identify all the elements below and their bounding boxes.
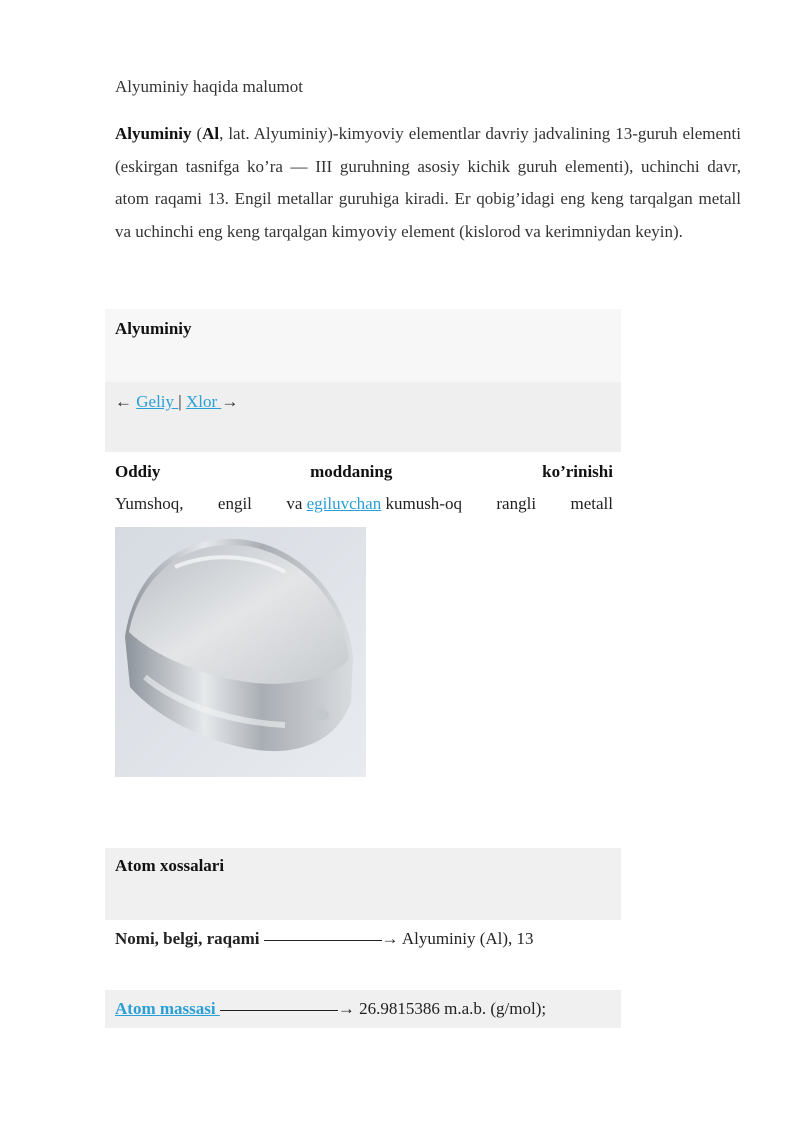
desc-word: metall: [570, 494, 613, 513]
element-nav: [115, 392, 238, 412]
name-row-value: Alyuminiy (Al), 13: [401, 929, 534, 948]
right-arrow-icon: →: [337, 999, 355, 1018]
intro-text: , lat. Alyuminiy)-kimyoviy elementlar davriy jadvalining 13-guruh elementi (eskirgan tasnifga ko’ra — III guruhning asosiy kichik guruh elementi), uchinchi davr, atom raqami 13. Engil metallar guruhiga kiradi. Er qobig’idagi eng keng tarqalgan metall va uchinchi eng keng tarqalgan kimyoviy element (kislorod va kerimniydan keyin).: [115, 124, 741, 241]
desc-word: engil: [217, 494, 252, 513]
next-element-link[interactable]: Xlor: [185, 392, 222, 411]
desc-word: rangli: [496, 494, 537, 513]
desc-word: va: [286, 494, 303, 513]
intro-paren: (: [191, 124, 203, 143]
appearance-description: [115, 494, 613, 514]
appearance-word: Oddiy: [115, 462, 161, 481]
document-heading: Alyuminiy haqida malumot: [115, 77, 303, 96]
infobox-title: Alyuminiy: [115, 319, 192, 338]
desc-word: kumush-oq: [385, 494, 462, 513]
atom-properties-heading: Atom xossalari: [115, 856, 225, 875]
leader-line: [264, 940, 382, 941]
right-arrow-icon: →: [221, 392, 239, 411]
left-arrow-icon: ←: [115, 392, 132, 411]
intro-symbol: Al: [202, 124, 220, 143]
atomic-mass-link[interactable]: Atom massasi: [115, 999, 220, 1018]
name-symbol-number-row: [115, 929, 534, 949]
leader-line: [220, 1010, 338, 1011]
egiluvchan-link[interactable]: egiluvchan: [306, 494, 382, 513]
right-arrow-icon: →: [381, 929, 399, 948]
atomic-mass-row: [115, 999, 546, 1019]
desc-word: Yumshoq,: [115, 494, 184, 513]
appearance-word: moddaning: [310, 462, 393, 481]
appearance-word: ko’rinishi: [542, 462, 613, 481]
intro-term: Alyuminiy: [115, 124, 192, 143]
nav-separator: |: [178, 392, 182, 411]
desc-word-group: [286, 494, 462, 514]
intro-paragraph: [115, 118, 741, 248]
appearance-heading: [115, 462, 613, 482]
prev-element-link[interactable]: Geliy: [136, 392, 179, 411]
name-row-label: Nomi, belgi, raqami: [115, 929, 260, 948]
aluminium-sample-image: [115, 527, 366, 777]
atomic-mass-value: 26.9815386 m.a.b. (g/mol);: [359, 999, 547, 1018]
